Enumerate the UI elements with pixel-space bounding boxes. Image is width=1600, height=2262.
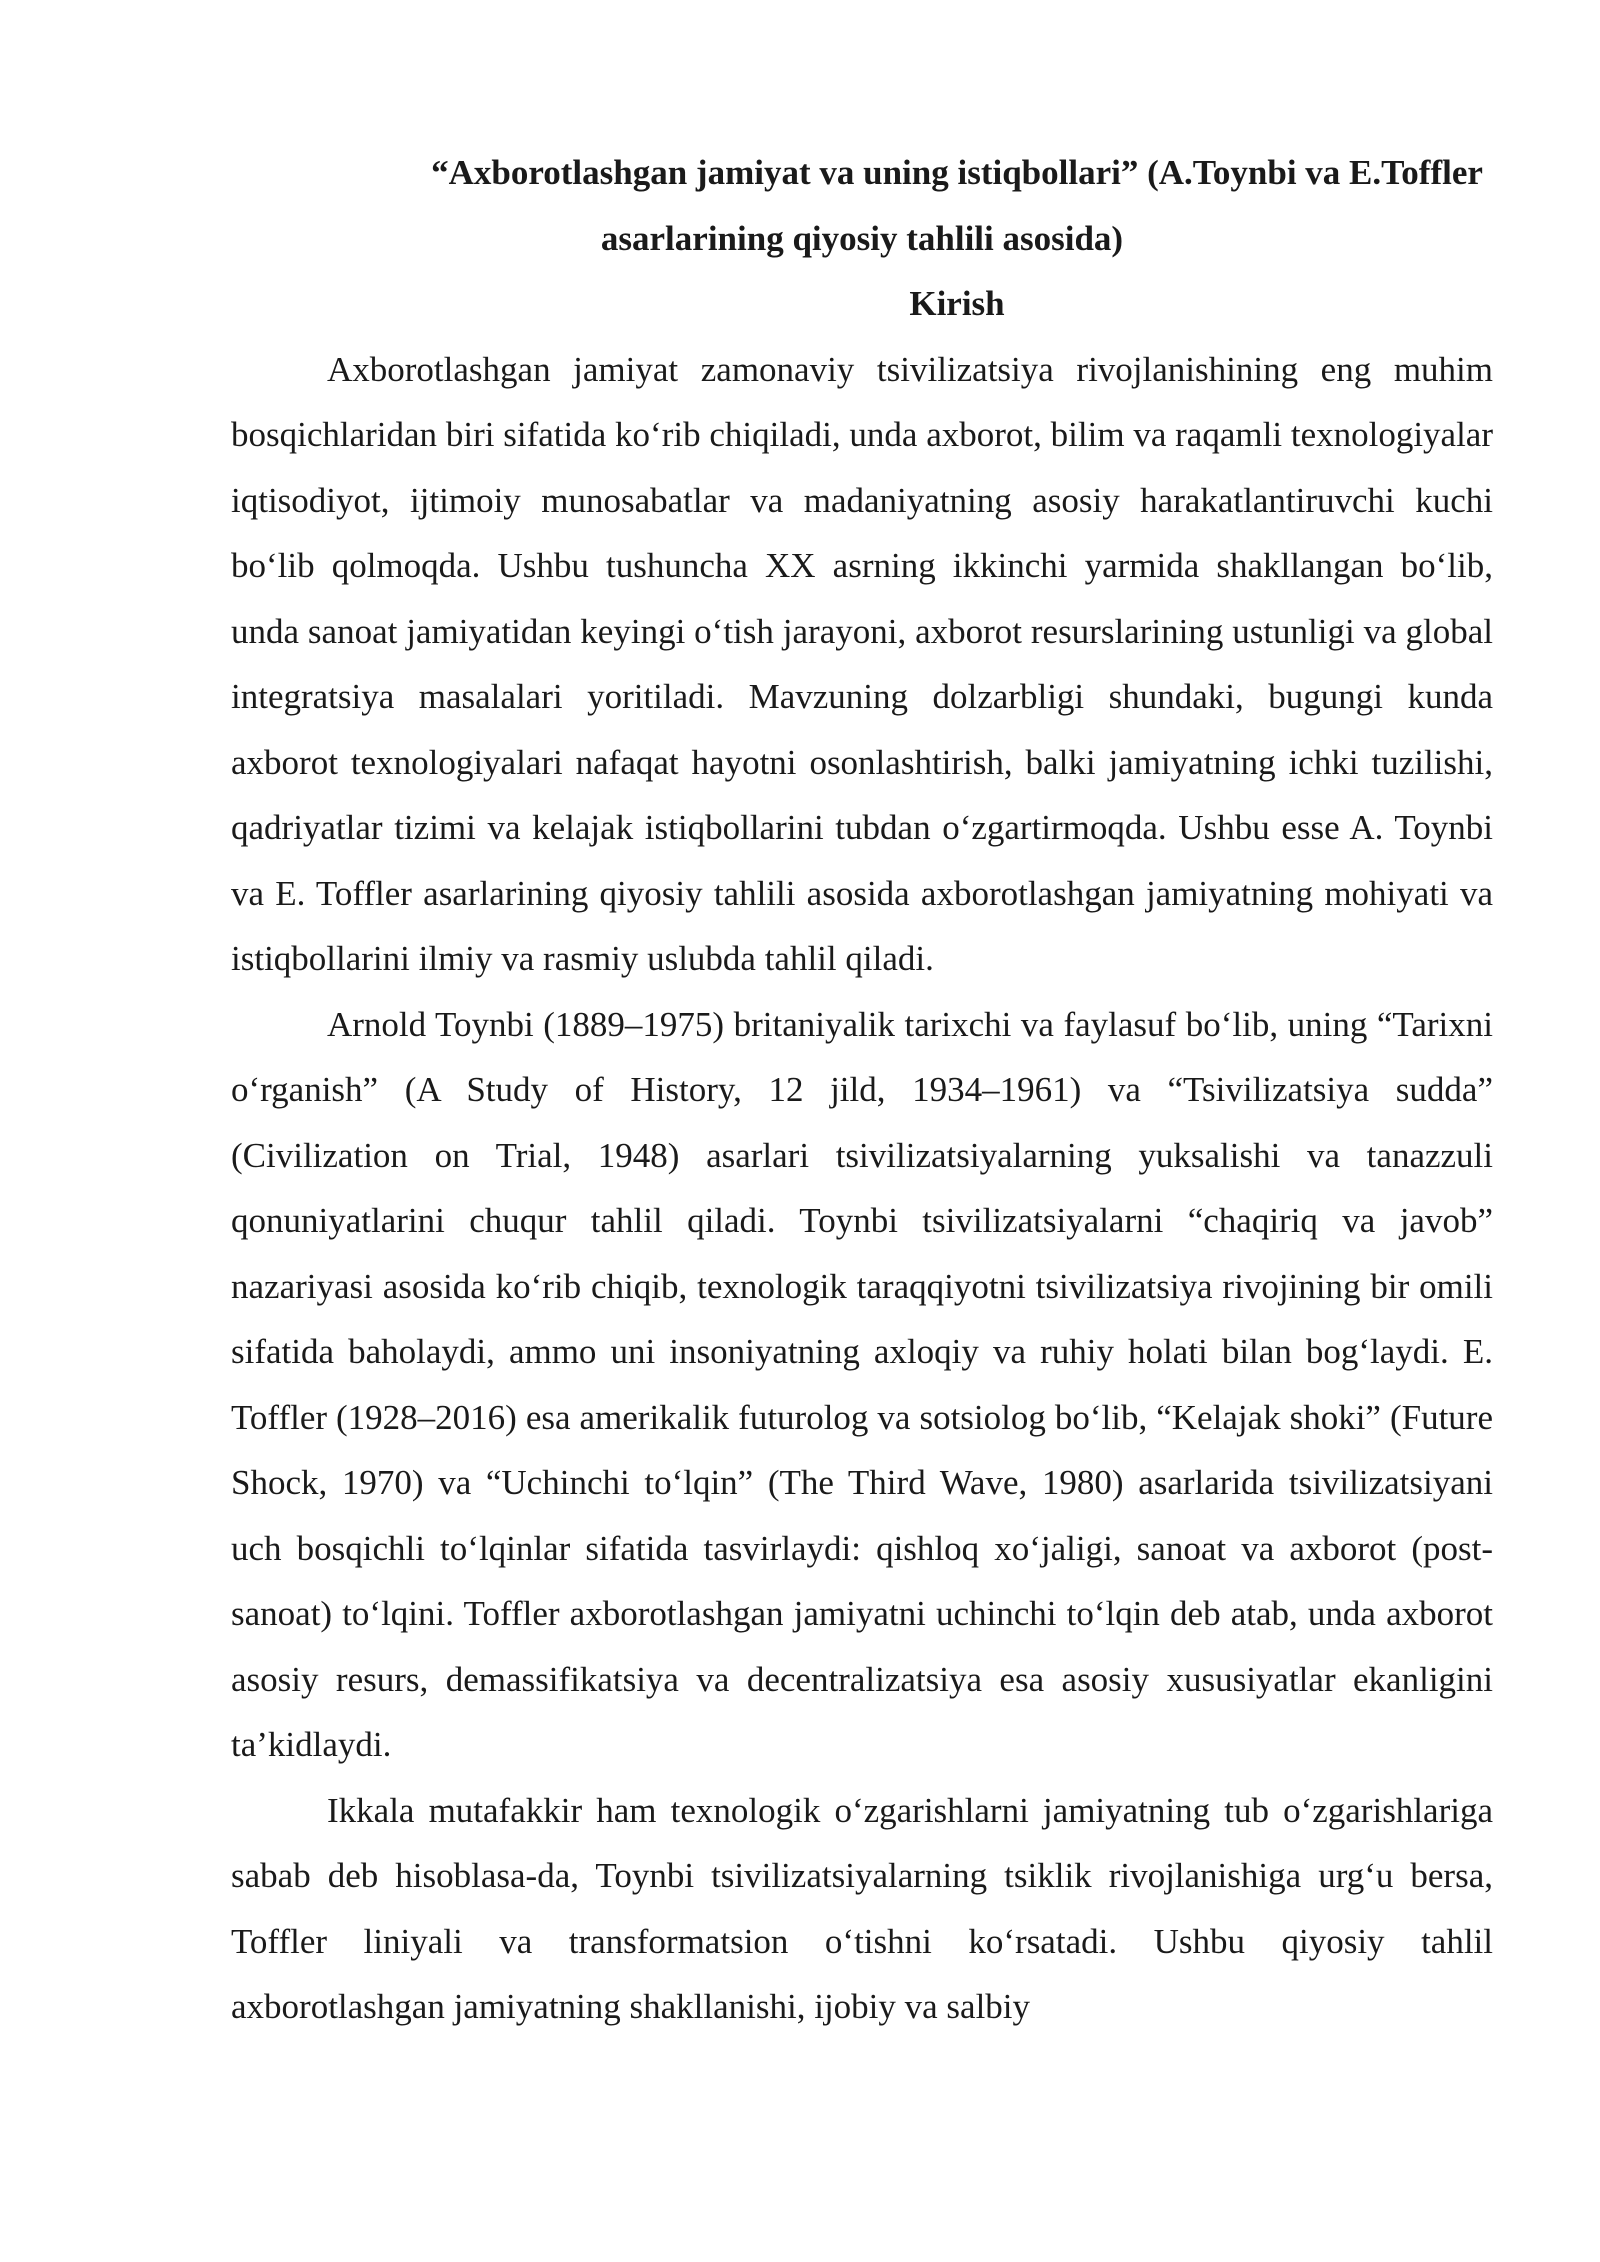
title-line-1: “Axborotlashgan jamiyat va uning istiqbollari” (A.Toynbi va E.Toffler [431,153,1483,192]
document-body [231,140,1493,2040]
document-title [231,140,1493,271]
paragraph-2: Arnold Toynbi (1889–1975) britaniyalik tarixchi va faylasuf bo‘lib, uning “Tarixni o‘rganish” (A Study of History, 12 jild, 1934–1961) va “Tsivilizatsiya sudda” (Civilization on Trial, 1948) asarlari tsivilizatsiyalarning yuksalishi va tanazzuli qonuniyatlarini chuqur tahlil qiladi. Toynbi tsivilizatsiyalarni “chaqiriq va javob” nazariyasi asosida ko‘rib chiqib, texnologik taraqqiyotni tsivilizatsiya rivojining bir omili sifatida baholaydi, ammo uni insoniyatning axloqiy va ruhiy holati bilan bog‘laydi. E. Toffler (1928–2016) esa amerikalik futurolog va sotsiolog bo‘lib, “Kelajak shoki” (Future Shock, 1970) va “Uchinchi to‘lqin” (The Third Wave, 1980) asarlarida tsivilizatsiyani uch bosqichli to‘lqinlar sifatida tasvirlaydi: qishloq xo‘jaligi, sanoat va axborot (post-sanoat) to‘lqini. Toffler axborotlashgan jamiyatni uchinchi to‘lqin deb atab, unda axborot asosiy resurs, demassifikatsiya va decentralizatsiya esa asosiy xususiyatlar ekanligini ta’kidlaydi. [231,1004,1493,1764]
paragraph-1: Axborotlashgan jamiyat zamonaviy tsivilizatsiya rivojlanishining eng muhim bosqichlaridan biri sifatida ko‘rib chiqiladi, unda axborot, bilim va raqamli texnologiyalar iqtisodiyot, ijtimoiy munosabatlar va madaniyatning asosiy harakatlantiruvchi kuchi bo‘lib qolmoqda. Ushbu tushuncha XX asrning ikkinchi yarmida shakllangan bo‘lib, unda sanoat jamiyatidan keyingi o‘tish jarayoni, axborot resurslarining ustunligi va global integratsiya masalalari yoritiladi. Mavzuning dolzarbligi shundaki, bugungi kunda axborot texnologiyalari nafaqat hayotni osonlashtirish, balki jamiyatning ichki tuzilishi, qadriyatlar tizimi va kelajak istiqbollarini tubdan o‘zgartirmoqda. Ushbu esse A. Toynbi va E. Toffler asarlarining qiyosiy tahlili asosida axborotlashgan jamiyatning mohiyati va istiqbollarini ilmiy va rasmiy uslubda tahlil qiladi. [231,349,1493,978]
title-line-2: asarlarining qiyosiy tahlili asosida) [600,218,1124,258]
paragraph-3: Ikkala mutafakkir ham texnologik o‘zgarishlarni jamiyatning tub o‘zgarishlariga sabab deb hisoblasa-da, Toynbi tsivilizatsiyalarning tsiklik rivojlanishiga urg‘u bersa, Toffler liniyali va transformatsion o‘tishni ko‘rsatadi. Ushbu qiyosiy tahlil axborotlashgan jamiyatning shakllanishi, ijobiy va salbiy [231,1790,1493,2026]
section-heading: Kirish [909,284,1005,323]
